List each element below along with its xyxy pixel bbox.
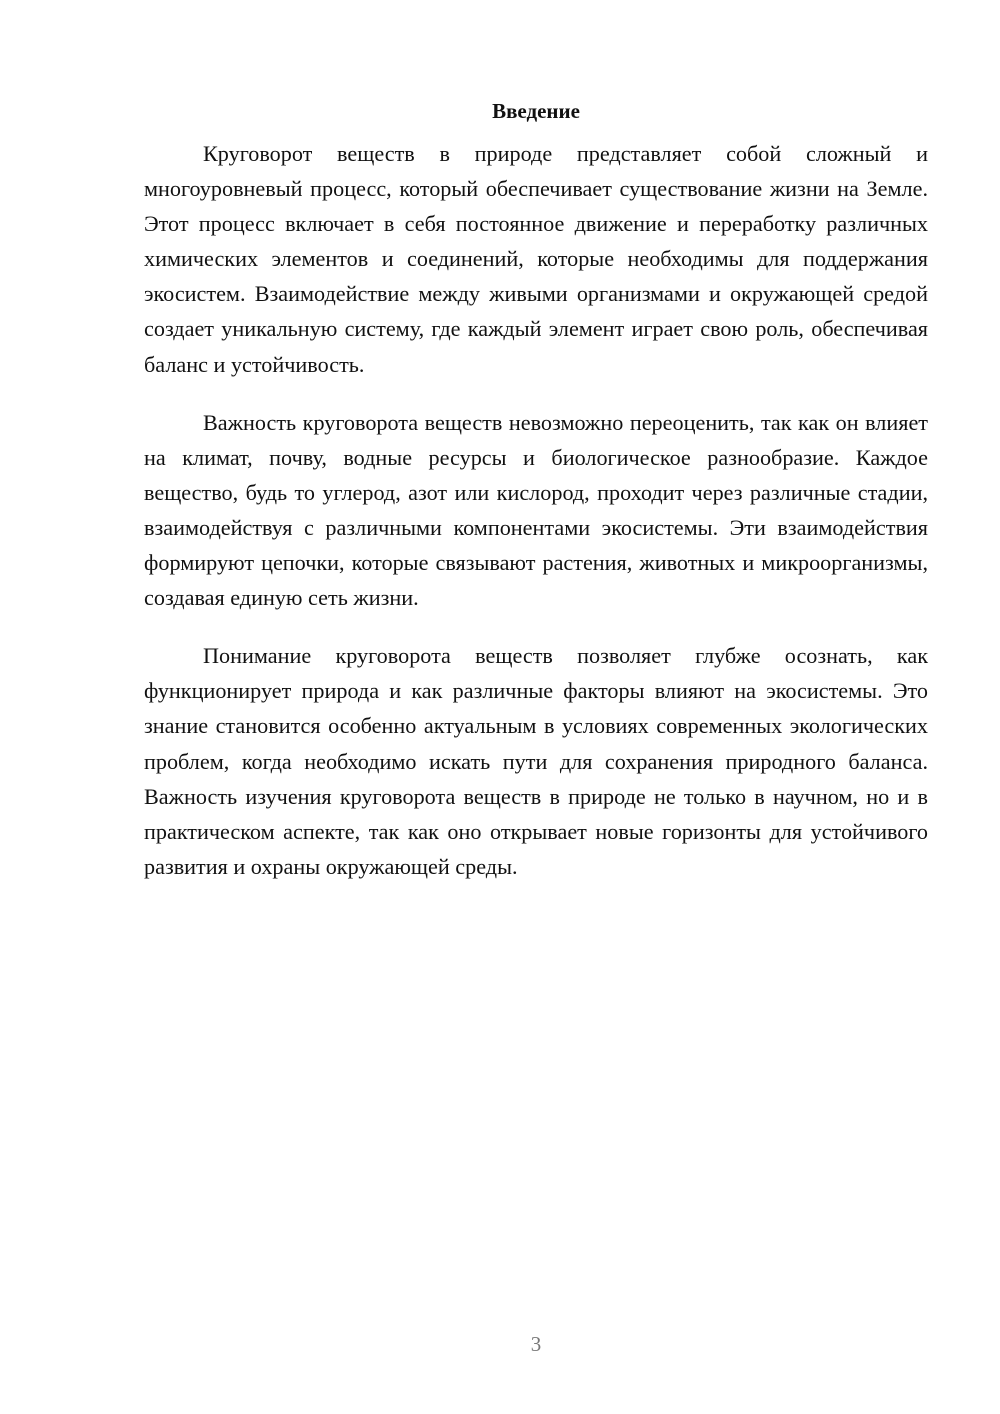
page-content	[144, 96, 928, 907]
intro-paragraph-1: Круговорот веществ в природе представляет собой сложный и многоуровневый процесс, который обеспечивает существование жизни на Земле. Этот процесс включает в себя постоянное движение и переработку различных химических элементов и соединений, которые необходимы для поддержания экосистем. Взаимодействие между живыми организмами и окружающей средой создает уникальную систему, где каждый элемент играет свою роль, обеспечивая баланс и устойчивость.	[144, 141, 928, 377]
intro-paragraph-3: Понимание круговорота веществ позволяет глубже осознать, как функционирует природа и как различные факторы влияют на экосистемы. Это знание становится особенно актуальным в условиях современных экологических проблем, когда необходимо искать пути для сохранения природного баланса. Важность изучения круговорота веществ в природе не только в научном, но и в практическом аспекте, так как оно открывает новые горизонты для устойчивого развития и охраны окружающей среды.	[144, 643, 928, 879]
page-number: 3	[530, 1332, 542, 1356]
intro-paragraph-2: Важность круговорота веществ невозможно переоценить, так как он влияет на климат, почву, водные ресурсы и биологическое разнообразие. Каждое вещество, будь то углерод, азот или кислород, проходит через различные стадии, взаимодействуя с различными компонентами экосистемы. Эти взаимодействия формируют цепочки, которые связывают растения, животных и микроорганизмы, создавая единую сеть жизни.	[144, 409, 928, 611]
page-title: Введение	[492, 99, 580, 123]
